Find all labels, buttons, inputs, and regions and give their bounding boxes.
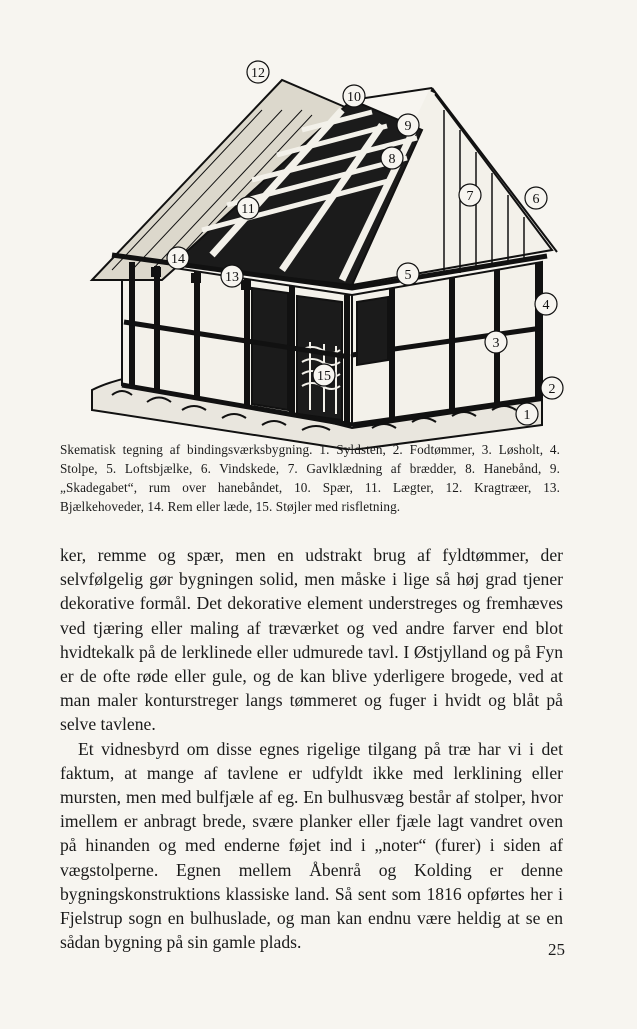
- half-timbered-building-drawing: [52, 30, 572, 450]
- label-9: [397, 114, 419, 136]
- svg-text:4: 4: [542, 298, 550, 313]
- label-2: [541, 377, 563, 399]
- svg-text:3: 3: [492, 336, 500, 351]
- svg-text:6: 6: [532, 192, 540, 207]
- label-13: [221, 265, 243, 287]
- label-10: [343, 85, 365, 107]
- svg-text:11: 11: [241, 202, 255, 217]
- svg-text:7: 7: [466, 189, 474, 204]
- figure-caption: Skematisk tegning af bindingsværksbygning. 1. Syldsten, 2. Fodtømmer, 3. Løsholt, 4. Stolpe, 5. Loftsbjælke, 6. Vindskede, 7. Gavlklædning af brædder, 8. Hanebånd, 9. „Skadegabet“, rum over hanebåndet, 10. Spær, 11. Lægter, 12. Kragtræer, 13. Bjælkehoveder, 14. Rem eller læde, 15. Støjler med risfletning.: [60, 442, 560, 514]
- label-11: [237, 197, 259, 219]
- body-text: [60, 543, 563, 954]
- svg-text:14: 14: [171, 252, 185, 267]
- label-6: [525, 187, 547, 209]
- svg-text:15: 15: [317, 369, 331, 384]
- svg-text:2: 2: [548, 382, 556, 397]
- building-illustration: [52, 30, 572, 450]
- label-3: [485, 331, 507, 353]
- paragraph: Et vidnesbyrd om disse egnes rigelige tilgang på træ har vi i det faktum, at mange af tavlene er udfyldt ikke med lerklining eller mursten, men med bulfjæle af eg. En bulhusvæg består af stolper, hvor imellem er anbragt brede, svære planker eller fjæle lagt vandret oven på hinanden og med enderne føjet ind i „noter“ (furer) i siden af vægstolperne. Egnen mellem Åbenrå og Kolding er denne bygningskonstruktions klassiske land. Så sent som 1816 opførtes her i Fjelstrup sogn en bulhuslade, og man kan endnu være heldig at se en sådan bygning på sin gamle plads.: [60, 738, 563, 953]
- paragraph: ker, remme og spær, men en udstrakt brug af fyldtømmer, der selvfølgelig gør bygningen solid, men måske i lige så høj grad tjener dekorative formål. Det dekorative element understreges og fremhæves ved tjæring eller maling af træværket og ved andre farver end blot hvidtekalk på de lerklinede eller udmurede tavl. I Østjylland og på Fyn er de ofte røde eller gule, og de kan blive yderligere brogede, ved at man maler konturstreger langs tømmeret og fuger i hvidt og blåt på selve tavlene.: [60, 545, 563, 735]
- label-14: [167, 247, 189, 269]
- label-4: [535, 293, 557, 315]
- svg-text:12: 12: [251, 66, 265, 81]
- svg-text:13: 13: [225, 270, 239, 285]
- label-15: [313, 364, 335, 386]
- svg-text:8: 8: [388, 152, 396, 167]
- label-7: [459, 184, 481, 206]
- label-5: [397, 263, 419, 285]
- svg-text:5: 5: [404, 268, 412, 283]
- svg-text:10: 10: [347, 90, 361, 105]
- svg-text:1: 1: [523, 408, 531, 423]
- label-8: [381, 147, 403, 169]
- page-number: 25: [548, 940, 565, 959]
- label-12: [247, 61, 269, 83]
- svg-text:9: 9: [404, 119, 412, 134]
- label-1: [516, 403, 538, 425]
